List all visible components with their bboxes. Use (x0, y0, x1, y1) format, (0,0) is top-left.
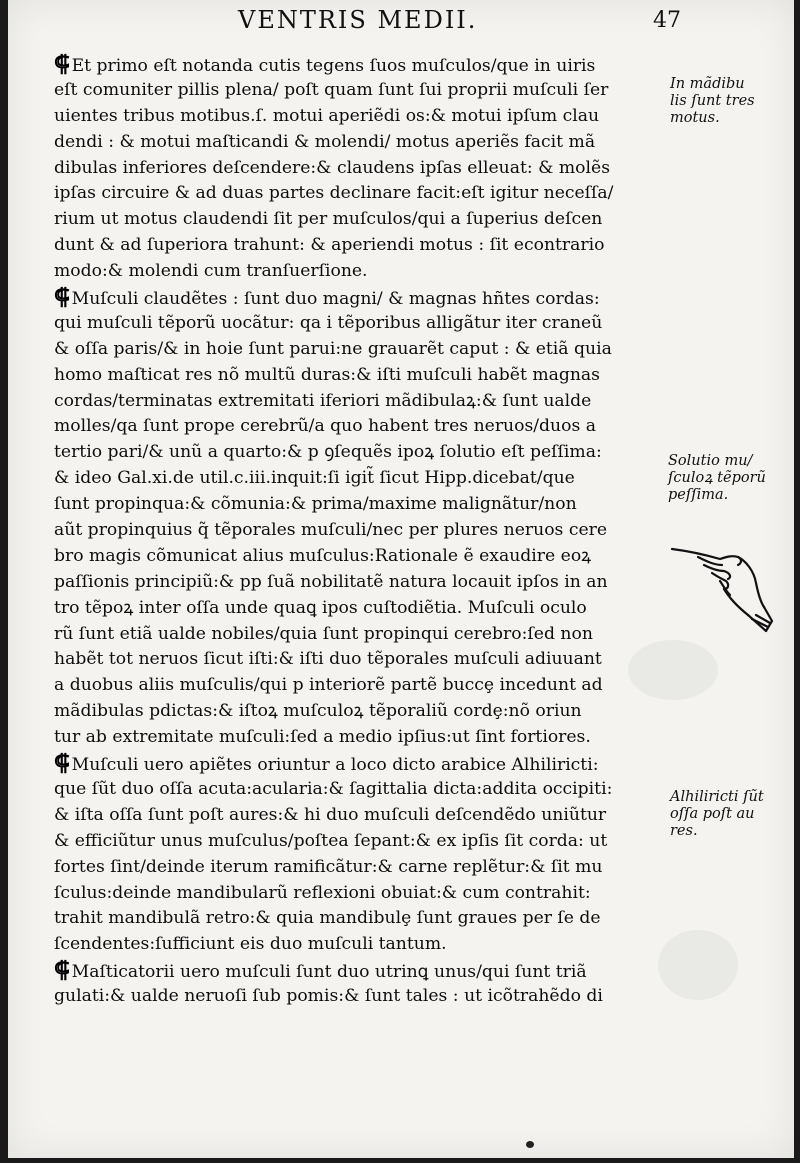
text-line: cordas/terminatas extremitati iferiori mãdibulaꝝ:& ſunt ualde (54, 390, 592, 411)
text-line: ⸿ Et primo eſt notanda cutis tegens ſuos muſculos/que in uiris (54, 52, 596, 77)
text-line: gulati:& ualde neruoſi ſub pomis:& ſunt tales : ut icõtrahẽdo di (54, 986, 603, 1007)
text-line: dendi : & motui maſticandi & molendi/ motus aperiẽs facit mã (54, 131, 596, 152)
text-line: ⸿ Maſticatorii uero muſculi ſunt duo utrinꝗ unus/qui ſunt triã (54, 958, 587, 984)
page-stain (658, 930, 738, 1000)
text-line: ipſas circuire & ad duas partes declinare facit:eſt igitur neceſſa/ (54, 183, 614, 204)
text-line: & ideo Gal.xi.de util.c.iii.inquit:ſi igit̃ ſicut Hipp.dicebat/que (54, 468, 575, 489)
text-line: que ſũt duo oſſa acuta:acularia:& ſagittalia dicta:addita occipiti: (54, 778, 613, 799)
text-line: aũt propinquius q̃ tẽporales muſculi/nec per plures neruos cere (54, 520, 608, 541)
text-line: dunt & ad ſuperiora trahunt: & aperiendi motus : ſit econtrario (54, 235, 605, 256)
pilcrow-icon: ⸿ (54, 285, 70, 311)
pilcrow-icon: ⸿ (54, 52, 70, 77)
text-line: tur ab extremitate muſculi:ſed a medio ipſius:ut ſint fortiores. (54, 727, 591, 748)
text-line: rũ ſunt etiã ualde nobiles/quia ſunt propinqui cerebro:ſed non (54, 623, 593, 644)
text-line: molles/qa ſunt prope cerebrũ/a quo habent tres neruos/duos a (54, 416, 597, 437)
text-line: tertio pari/& unũ a quarto:& p ꝯſequẽs ipoꝝ ſolutio eſt peſſima: (54, 442, 602, 463)
paragraph (54, 751, 664, 958)
text-line: habẽt tot neruos ſicut iſti:& iſti duo tẽporales muſculi adiuuant (54, 649, 602, 670)
text-line: rium ut motus claudendi ſit per muſculos/qui a ſuperius deſcen (54, 209, 603, 230)
text-line: ⸿ Muſculi uero apiẽtes oriuntur a loco dicto arabice Alhiliricti: (54, 751, 599, 777)
paragraph (54, 285, 664, 751)
text-line: a duobus aliis muſculis/qui p interiorẽ partẽ buccȩ incedunt ad (54, 675, 603, 696)
text-line: ſcendentes:ſufficiunt eis duo muſculi tantum. (54, 934, 447, 955)
text-line: qui muſculi tẽporũ uocãtur: qa i tẽporibus alligãtur iter craneũ (54, 312, 603, 333)
ink-dot (526, 1141, 534, 1148)
text-line: ſunt propinqua:& cõmunia:& prima/maxime malignãtur/non (54, 494, 577, 515)
paragraph (54, 52, 664, 285)
text-line: eſt comuniter pillis plena/ poſt quam ſunt ſui proprii muſculi ſer (54, 79, 609, 100)
text-line: & oſſa paris/& in hoie ſunt parui:ne grauarẽt caput : & etiã quia (54, 338, 612, 359)
pilcrow-icon: ⸿ (54, 751, 70, 777)
margin-note: Alhiliricti ſũt oſſa poſt au res. (670, 789, 764, 839)
running-title: VENTRIS MEDII. (238, 6, 478, 34)
text-line: trahit mandibulã retro:& quia mandibulȩ ſunt graues per ſe de (54, 908, 601, 929)
text-line: modo:& molendi cum tranſuerſione. (54, 261, 368, 282)
margin-note: Solutio mu/ ſculoꝝ tẽporũ peſſima. (668, 453, 766, 503)
text-line: ſculus:deinde mandibularũ reflexioni obuiat:& cum contrahit: (54, 882, 591, 903)
book-page (8, 0, 794, 1158)
text-line: dibulas inferiores deſcendere:& claudens ipſas elleuat: & molẽs (54, 157, 611, 178)
page-number: 47 (653, 8, 681, 33)
text-line: fortes ſint/deinde iterum ramificãtur:& carne replẽtur:& ſit mu (54, 856, 603, 877)
text-line: mãdibulas pdictas:& iſtoꝝ muſculoꝝ tẽporaliũ cordȩ:nõ oriun (54, 701, 582, 722)
margin-note: In mãdibu lis ſunt tres motus. (670, 76, 755, 126)
pointing-hand-icon (668, 535, 778, 645)
text-line: ⸿ Muſculi claudẽtes : ſunt duo magni/ & magnas hñtes cordas: (54, 285, 600, 311)
text-line: & iſta oſſa ſunt poſt aures:& hi duo muſculi deſcendẽdo uniũtur (54, 804, 607, 825)
text-line: tro tẽpoꝝ inter oſſa unde quaꝗ ipos cuſtodiẽtia. Muſculi oculo (54, 597, 587, 618)
text-line: bro magis cõmunicat alius muſculus:Rationale ẽ exaudire eoꝝ (54, 545, 592, 566)
paragraph (54, 958, 664, 1010)
text-line: homo maſticat res nõ multũ duras:& iſti muſculi habẽt magnas (54, 364, 600, 385)
text-line: & efficiũtur unus muſculus/poſtea ſepant:& ex ipſis ſit corda: ut (54, 830, 608, 851)
text-line: uientes tribus motibus.ſ. motui aperiẽdi os:& motui ipſum clau (54, 105, 600, 126)
text-line: paſſionis principiũ:& pp ſuã nobilitatẽ natura locauit ipſos in an (54, 571, 608, 592)
main-text-block (54, 52, 664, 1010)
pilcrow-icon: ⸿ (54, 958, 70, 984)
